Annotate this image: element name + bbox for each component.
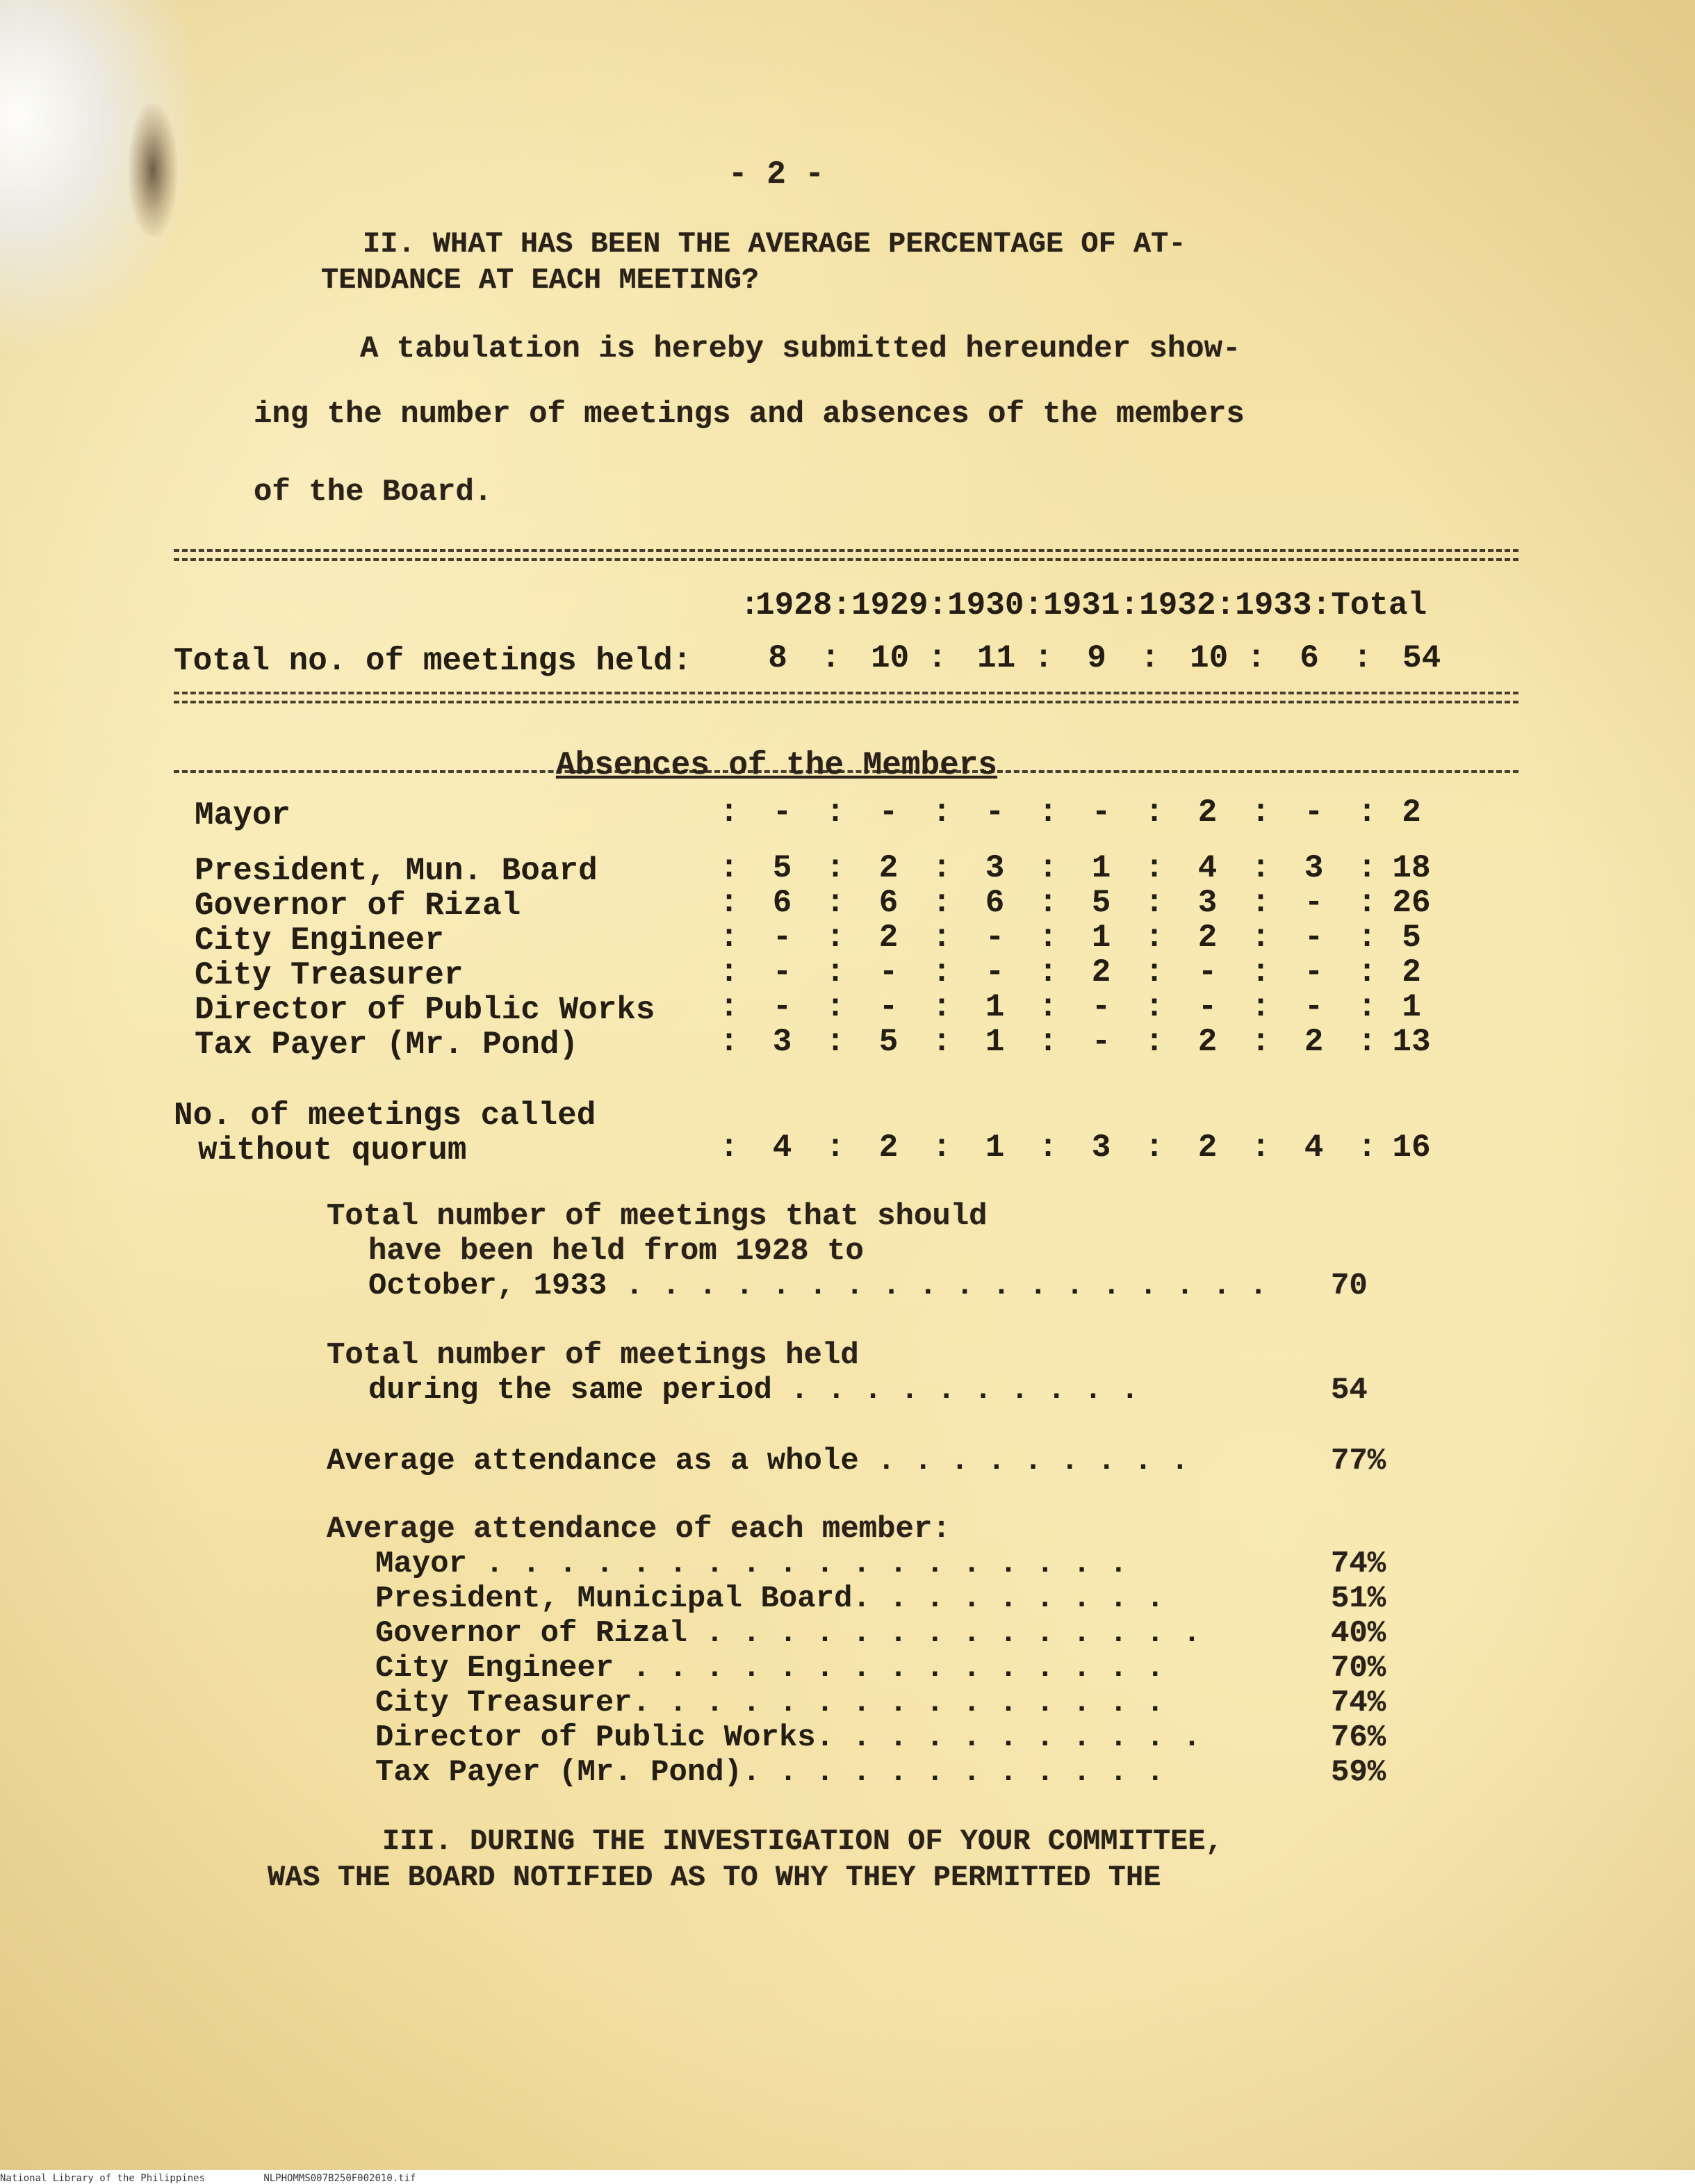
each-member-label: City Engineer: [375, 1651, 614, 1686]
each-member-label: Director of Public Works.: [375, 1720, 835, 1755]
absences-title: Absences of the Members: [556, 747, 997, 783]
member-label-governor: Governor of Rizal: [195, 888, 521, 924]
table-cell: -: [1091, 794, 1111, 831]
table-cell: -: [1304, 920, 1324, 956]
table-cell: 1: [985, 989, 1005, 1025]
table-cell: 2: [1197, 1130, 1218, 1166]
table-cell: -: [1197, 954, 1218, 991]
each-member-row: [375, 1618, 1220, 1649]
each-member-label: President, Municipal Board.: [375, 1581, 871, 1616]
table-cell: 3: [1091, 1130, 1111, 1166]
table-cell: 4: [1197, 850, 1218, 886]
each-member-value: 70%: [1331, 1651, 1386, 1686]
table-cell: 2: [878, 1130, 899, 1166]
table-cell: 3: [1304, 850, 1324, 886]
summary-should-line1: Total number of meetings that should: [327, 1199, 988, 1234]
each-member-value: 74%: [1331, 1547, 1386, 1581]
table-cell: -: [985, 954, 1005, 991]
summary-held-label: during the same period: [368, 1373, 772, 1408]
each-member-value: 74%: [1331, 1686, 1386, 1720]
leader-dots: . . . . . . . . . . . . . . .: [614, 1651, 1183, 1686]
archive-footer: [0, 2173, 416, 2184]
each-member-value: 76%: [1331, 1720, 1386, 1755]
member-row-mayor: : - : - : - : - : 2 : - : 2: [716, 797, 1443, 829]
total-header: Total: [1331, 587, 1427, 624]
table-cell-total: 54: [1402, 640, 1441, 676]
each-member-label: City Treasurer.: [375, 1686, 651, 1720]
table-cell: -: [878, 989, 899, 1025]
table-cell: -: [878, 954, 899, 991]
table-cell: 2: [1197, 1024, 1218, 1060]
table-cell-total: 13: [1392, 1024, 1431, 1060]
table-cell: 1: [1091, 920, 1111, 956]
table-cell-total: 2: [1402, 794, 1421, 831]
table-cell: 6: [878, 885, 899, 921]
table-cell-total: 1: [1402, 989, 1421, 1025]
table-cell: 8: [768, 640, 787, 676]
table-cell: -: [772, 989, 792, 1025]
each-member-value: 40%: [1331, 1616, 1386, 1651]
summary-average-line: [327, 1446, 1207, 1476]
meetings-held-row: 8 : 10 : 11 : 9 : 10 : 6 : 54: [764, 642, 1491, 674]
leader-dots: . . . . . . . .: [870, 1581, 1183, 1616]
each-member-row: [375, 1757, 1183, 1788]
table-cell: 5: [878, 1024, 899, 1060]
member-label-mayor: Mayor: [195, 797, 291, 833]
table-cell: 2: [1091, 954, 1111, 991]
year-header: 1931: [1043, 587, 1120, 624]
table-cell: 2: [878, 920, 899, 956]
leader-dots: . . . . . . . . .: [858, 1444, 1208, 1478]
member-row-governor: : 6 : 6 : 6 : 5 : 3 : - : 26: [716, 887, 1443, 919]
leader-dots: . . . . . . . . . . . . . . . . . .: [607, 1269, 1286, 1303]
leader-dots: . . . . . . . . . .: [834, 1720, 1220, 1755]
year-header: 1933: [1235, 587, 1312, 624]
member-row-director: : - : - : 1 : - : - : - : 1: [716, 991, 1443, 1023]
table-cell: 1: [985, 1024, 1005, 1060]
each-member-row: [375, 1653, 1183, 1684]
table-cell: -: [1304, 794, 1324, 831]
member-row-president: : 5 : 2 : 3 : 1 : 4 : 3 : 18: [716, 852, 1443, 884]
summary-average-label: Average attendance as a whole: [327, 1444, 859, 1478]
member-row-treasurer: : - : - : - : 2 : - : - : 2: [716, 956, 1443, 988]
each-member-row: [375, 1722, 1220, 1753]
table-cell: 4: [772, 1130, 792, 1166]
leader-dots: . . . . . . . . . . . . . .: [650, 1686, 1183, 1720]
paper-stain: [0, 0, 229, 389]
table-cell: -: [772, 920, 792, 956]
table-cell: -: [1304, 989, 1324, 1025]
absences-rule: [174, 770, 1518, 773]
table-cell-total: 26: [1392, 885, 1431, 921]
table-cell: 1: [985, 1130, 1005, 1166]
each-member-value: 51%: [1331, 1581, 1386, 1616]
table-cell: 6: [772, 885, 792, 921]
table-cell: 1: [1091, 850, 1111, 886]
member-label-engineer: City Engineer: [195, 922, 444, 959]
table-cell: -: [1304, 885, 1324, 921]
question-3-line1: III. DURING THE INVESTIGATION OF YOUR COMMITTEE,: [382, 1825, 1223, 1858]
table-cell: -: [1091, 1024, 1111, 1060]
question-2-line1: II. WHAT HAS BEEN THE AVERAGE PERCENTAGE OF AT-: [363, 227, 1186, 261]
no-quorum-row: : 4 : 2 : 1 : 3 : 2 : 4 : 16: [716, 1132, 1443, 1164]
table-cell: 6: [1300, 640, 1319, 676]
table-cell: 2: [878, 850, 899, 886]
summary-held-line1: Total number of meetings held: [327, 1338, 859, 1373]
no-quorum-label-line2: without quorum: [198, 1132, 467, 1168]
intro-line3: of the Board.: [254, 475, 493, 510]
meetings-held-label: Total no. of meetings held:: [174, 643, 692, 679]
summary-should-label: October, 1933: [368, 1269, 607, 1303]
each-member-title: Average attendance of each member:: [327, 1512, 951, 1547]
year-header-row: : 1928 : 1929 : 1930 : 1931 : 1932 : 1933 : Total: [740, 587, 1427, 624]
table-cell: -: [1304, 954, 1324, 991]
table-cell: 5: [1091, 885, 1111, 921]
leader-dots: . . . . . . . . . . . . . .: [687, 1616, 1220, 1651]
member-label-director: Director of Public Works: [195, 992, 655, 1028]
table-cell: 2: [1197, 920, 1218, 956]
member-label-president: President, Mun. Board: [195, 853, 598, 889]
each-member-row: [375, 1549, 1146, 1579]
table-cell: 10: [871, 640, 910, 676]
table-cell: -: [985, 794, 1005, 831]
paper-tear: [129, 104, 177, 236]
table-cell: 3: [1197, 885, 1218, 921]
table-cell: 6: [985, 885, 1005, 921]
member-row-taxpayer: : 3 : 5 : 1 : - : 2 : 2 : 13: [716, 1026, 1443, 1058]
table-cell: -: [1091, 989, 1111, 1025]
member-row-engineer: : - : 2 : - : 1 : 2 : - : 5: [716, 922, 1443, 954]
table-cell: 9: [1087, 640, 1106, 676]
each-member-row: [375, 1688, 1183, 1718]
table-cell: 2: [1197, 794, 1218, 831]
table-cell: -: [1197, 989, 1218, 1025]
question-2-line2: TENDANCE AT EACH MEETING?: [321, 263, 760, 297]
table-cell-total: 2: [1402, 954, 1421, 991]
intro-line1: A tabulation is hereby submitted hereunder show-: [360, 332, 1241, 366]
archive-file-id: NLPHOMMS007B250F002010.tif: [263, 2173, 416, 2184]
archive-institution: National Library of the Philippines: [0, 2173, 206, 2184]
summary-held-value: 54: [1331, 1373, 1368, 1408]
each-member-label: Governor of Rizal: [375, 1616, 687, 1651]
member-label-treasurer: City Treasurer: [195, 957, 464, 993]
table-cell: 11: [977, 640, 1016, 676]
table-cell: -: [985, 920, 1005, 956]
table-cell: -: [772, 794, 792, 831]
each-member-label: Mayor: [375, 1547, 468, 1581]
member-label-taxpayer: Tax Payer (Mr. Pond): [195, 1027, 579, 1063]
each-member-label: Tax Payer (Mr. Pond).: [375, 1755, 761, 1790]
table-cell: 10: [1190, 640, 1229, 676]
table-cell: 2: [1304, 1024, 1324, 1060]
table-mid-rule: [174, 692, 1518, 703]
table-cell: 3: [772, 1024, 792, 1060]
leader-dots: . . . . . . . . . .: [771, 1373, 1158, 1408]
summary-should-value: 70: [1331, 1269, 1368, 1303]
table-cell: -: [772, 954, 792, 991]
summary-should-line3: [368, 1271, 1286, 1301]
intro-line2: ing the number of meetings and absences of the members: [254, 397, 1245, 432]
table-cell: -: [878, 794, 899, 831]
year-header: 1930: [947, 587, 1024, 624]
each-member-value: 59%: [1331, 1755, 1386, 1790]
summary-held-line2: [368, 1373, 1158, 1408]
table-cell-total: 18: [1392, 850, 1431, 886]
table-cell: 3: [985, 850, 1005, 886]
table-cell-total: 16: [1392, 1130, 1431, 1166]
leader-dots: . . . . . . . . . . . . . . . . . .: [467, 1547, 1146, 1581]
summary-average-value: 77%: [1331, 1444, 1386, 1478]
year-header: 1928: [755, 587, 833, 624]
table-top-rule: [174, 549, 1518, 561]
leader-dots: . . . . . . . . . . .: [760, 1755, 1183, 1790]
table-cell-total: 5: [1402, 920, 1421, 956]
year-header: 1929: [851, 587, 928, 624]
page-number: - 2 -: [728, 156, 825, 193]
table-cell: 4: [1304, 1130, 1324, 1166]
question-3-line2: WAS THE BOARD NOTIFIED AS TO WHY THEY PERMITTED THE: [268, 1861, 1161, 1894]
table-cell: 5: [772, 850, 792, 886]
summary-should-line2: have been held from 1928 to: [368, 1234, 864, 1269]
no-quorum-label-line1: No. of meetings called: [174, 1098, 596, 1134]
year-header: 1932: [1139, 587, 1216, 624]
each-member-row: [375, 1583, 1183, 1614]
